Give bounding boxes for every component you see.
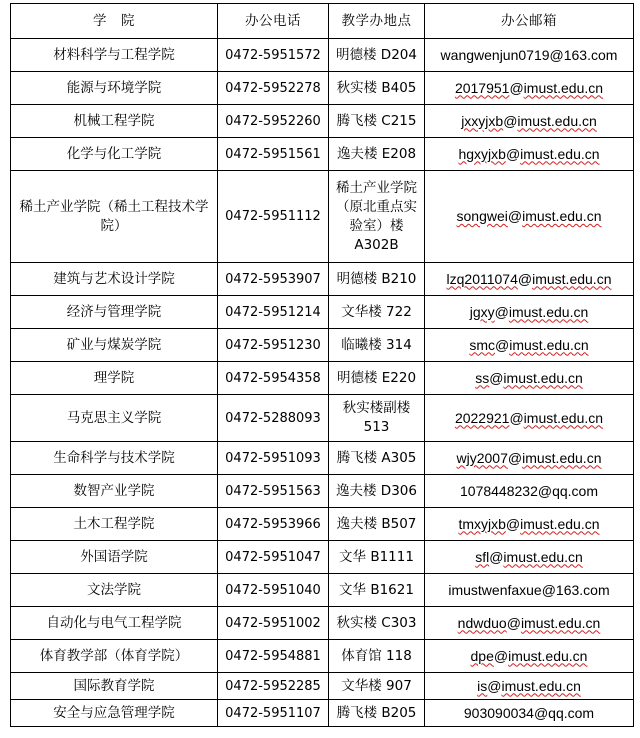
school-cell: 体育教学部（体育学院）: [11, 640, 218, 673]
email-cell: [425, 607, 634, 640]
table-row: [11, 673, 634, 700]
email-domain: imust.edu.cn: [522, 449, 602, 466]
location-cell: 秋实楼副楼 513: [329, 395, 425, 442]
email-cell: wangwenjun0719@163.com: [425, 39, 634, 72]
location-cell: 文华 B1621: [329, 574, 425, 607]
email-user: ss: [475, 369, 490, 386]
email-cell: [425, 105, 634, 138]
table-row: [11, 171, 634, 263]
school-cell: 土木工程学院: [11, 508, 218, 541]
location-cell: 文华楼 907: [329, 673, 425, 700]
email-at: @: [505, 515, 521, 532]
email-cell: [425, 72, 634, 105]
location-cell: 体育馆 118: [329, 640, 425, 673]
phone-cell: 0472-5951002: [218, 607, 329, 640]
phone-cell: 0472-5951572: [218, 39, 329, 72]
table-row: [11, 640, 634, 673]
email-cell: [425, 640, 634, 673]
school-cell: 文法学院: [11, 574, 218, 607]
table-row: [11, 263, 634, 296]
table-body: [11, 39, 634, 727]
email-user: hgxyjxb: [458, 145, 506, 162]
email-domain: imust.edu.cn: [520, 515, 600, 532]
email-user: dpe: [470, 647, 494, 664]
table-row: [11, 700, 634, 727]
email-cell: [425, 296, 634, 329]
header-school: 学 院: [11, 4, 218, 39]
location-cell: 文华 B1111: [329, 541, 425, 574]
email-at: @: [503, 112, 518, 129]
email-at: @: [489, 369, 504, 386]
email-cell: [425, 673, 634, 700]
email-cell: 1078448232@qq.com: [425, 475, 634, 508]
table-row: [11, 541, 634, 574]
email-at: @: [509, 409, 524, 426]
location-cell: 明德楼 D204: [329, 39, 425, 72]
phone-cell: 0472-5954358: [218, 362, 329, 395]
phone-cell: 0472-5951230: [218, 329, 329, 362]
table-row: [11, 329, 634, 362]
school-cell: 矿业与煤炭学院: [11, 329, 218, 362]
email-cell: imustwenfaxue@163.com: [425, 574, 634, 607]
school-cell: 化学与化工学院: [11, 138, 218, 171]
phone-cell: 0472-5951112: [218, 171, 329, 263]
phone-cell: 0472-5288093: [218, 395, 329, 442]
email-user: smc: [469, 336, 496, 353]
location-cell: 逸夫楼 E208: [329, 138, 425, 171]
email-cell: [425, 171, 634, 263]
email-domain: imust.edu.cn: [523, 409, 604, 426]
header-location: 教学办地点: [329, 4, 425, 39]
email-domain: imust.edu.cn: [503, 369, 583, 386]
email-domain: imust.edu.cn: [508, 303, 589, 320]
email-domain: imust.edu.cn: [532, 270, 612, 287]
email-user: songwei: [456, 208, 508, 224]
school-cell: 建筑与艺术设计学院: [11, 263, 218, 296]
phone-cell: 0472-5954881: [218, 640, 329, 673]
email-domain: imust.edu.cn: [520, 145, 600, 162]
email-user: lzq2011074: [446, 270, 518, 287]
location-cell: 腾飞楼 C215: [329, 105, 425, 138]
email-user: tmxyjxb: [458, 515, 506, 532]
phone-cell: 0472-5952260: [218, 105, 329, 138]
email-user: 2017951: [454, 79, 510, 96]
school-cell: 国际教育学院: [11, 673, 218, 700]
school-cell: 能源与环境学院: [11, 72, 218, 105]
location-cell: 逸夫楼 B507: [329, 508, 425, 541]
table-row: [11, 607, 634, 640]
school-cell: 稀土产业学院（稀土工程技术学院）: [11, 171, 218, 263]
email-at: @: [493, 647, 509, 664]
phone-cell: 0472-5953907: [218, 263, 329, 296]
email-at: @: [509, 79, 524, 96]
email-cell: [425, 508, 634, 541]
email-cell: [425, 362, 634, 395]
email-at: @: [517, 270, 533, 287]
phone-cell: 0472-5951561: [218, 138, 329, 171]
table-row: [11, 296, 634, 329]
email-at: @: [489, 548, 504, 565]
table-row: [11, 475, 634, 508]
email-cell: [425, 395, 634, 442]
location-cell: 临曦楼 314: [329, 329, 425, 362]
college-contact-table: [10, 3, 634, 727]
table-row: [11, 105, 634, 138]
email-at: @: [506, 614, 521, 631]
location-cell: 逸夫楼 D306: [329, 475, 425, 508]
location-cell: 文华楼 722: [329, 296, 425, 329]
location-cell: 明德楼 B210: [329, 263, 425, 296]
email-user: is: [477, 677, 488, 694]
school-cell: 经济与管理学院: [11, 296, 218, 329]
location-cell: 秋实楼 B405: [329, 72, 425, 105]
email-at: @: [487, 677, 502, 694]
table-row: [11, 395, 634, 442]
phone-cell: 0472-5951047: [218, 541, 329, 574]
school-cell: 理学院: [11, 362, 218, 395]
school-cell: 数智产业学院: [11, 475, 218, 508]
location-cell: 稀土产业学院（原北重点实验室）楼 A302B: [329, 171, 425, 263]
location-cell: 秋实楼 C303: [329, 607, 425, 640]
email-user: wjy2007: [456, 449, 508, 466]
email-domain: imust.edu.cn: [503, 548, 583, 565]
header-phone: 办公电话: [218, 4, 329, 39]
table-row: [11, 72, 634, 105]
phone-cell: 0472-5951107: [218, 700, 329, 727]
email-cell: 903090034@qq.com: [425, 700, 634, 727]
phone-cell: 0472-5952285: [218, 673, 329, 700]
table-row: [11, 574, 634, 607]
email-domain: imust.edu.cn: [509, 336, 589, 353]
school-cell: 自动化与电气工程学院: [11, 607, 218, 640]
table-row: [11, 138, 634, 171]
email-user: sfl: [475, 548, 490, 565]
email-cell: [425, 138, 634, 171]
school-cell: 安全与应急管理学院: [11, 700, 218, 727]
email-cell: [425, 329, 634, 362]
email-domain: imust.edu.cn: [501, 677, 581, 694]
email-cell: [425, 442, 634, 475]
email-domain: imust.edu.cn: [522, 208, 602, 224]
phone-cell: 0472-5951214: [218, 296, 329, 329]
email-at: @: [505, 145, 521, 162]
phone-cell: 0472-5952278: [218, 72, 329, 105]
table-row: [11, 362, 634, 395]
email-cell: [425, 263, 634, 296]
table-row: [11, 39, 634, 72]
email-at: @: [494, 303, 509, 320]
table-row: [11, 508, 634, 541]
email-user: ndwduo: [457, 614, 507, 631]
header-email: 办公邮箱: [425, 4, 634, 39]
location-cell: 腾飞楼 B205: [329, 700, 425, 727]
email-at: @: [507, 449, 523, 466]
email-domain: imust.edu.cn: [520, 614, 601, 631]
school-cell: 马克思主义学院: [11, 395, 218, 442]
email-domain: imust.edu.cn: [523, 79, 604, 96]
table-row: [11, 442, 634, 475]
phone-cell: 0472-5951563: [218, 475, 329, 508]
email-cell: [425, 541, 634, 574]
email-user: 2022921: [454, 409, 510, 426]
email-domain: imust.edu.cn: [508, 647, 588, 664]
header-row: [11, 4, 634, 39]
location-cell: 明德楼 E220: [329, 362, 425, 395]
location-cell: 腾飞楼 A305: [329, 442, 425, 475]
email-at: @: [507, 208, 523, 224]
email-at: @: [495, 336, 510, 353]
school-cell: 材料科学与工程学院: [11, 39, 218, 72]
email-user: jgxy: [469, 303, 495, 320]
phone-cell: 0472-5951040: [218, 574, 329, 607]
email-domain: imust.edu.cn: [517, 112, 597, 129]
phone-cell: 0472-5953966: [218, 508, 329, 541]
phone-cell: 0472-5951093: [218, 442, 329, 475]
school-cell: 生命科学与技术学院: [11, 442, 218, 475]
email-user: jxxyjxb: [461, 112, 504, 129]
school-cell: 外国语学院: [11, 541, 218, 574]
school-cell: 机械工程学院: [11, 105, 218, 138]
